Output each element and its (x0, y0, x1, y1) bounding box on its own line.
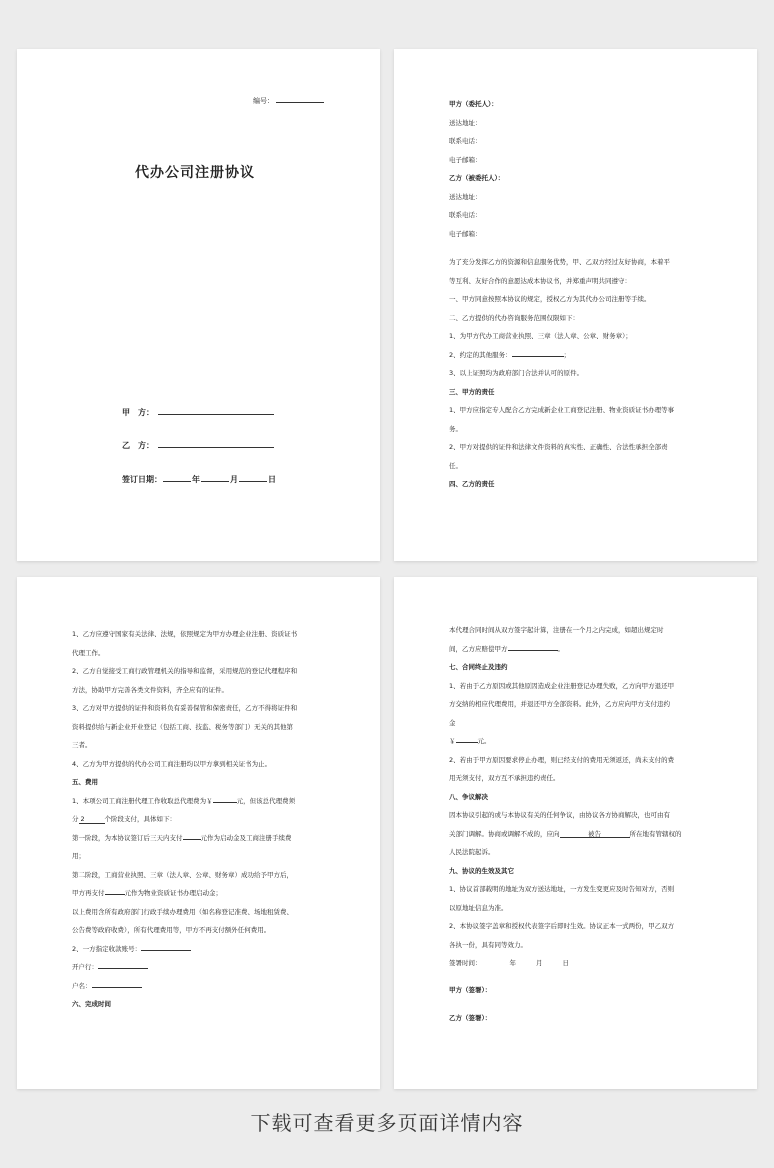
text-line: 代理工作。 (72, 648, 105, 657)
text-line: 等互利、友好合作的意愿达成本协议书，并郑重声明共同遵守： (449, 276, 631, 285)
text-line: 资料提供给与新企业开业登记（包括工商、技监、税务等部门）无关的其他第 (72, 722, 293, 731)
text-line: 为了充分发挥乙方的资源和信息服务优势，甲、乙双方经过友好协商，本着平 (449, 258, 670, 266)
page-body (72, 625, 330, 1014)
text-line: 联系电话： (449, 137, 482, 145)
court-line (449, 825, 707, 844)
text-span: 所在地有管辖权的 (629, 829, 682, 838)
blank (213, 793, 237, 803)
text-line: 公告费等政府收费），所有代理费用等，甲方不再支付额外任何费用。 (72, 926, 271, 934)
section-heading: 六、完成时间 (72, 1000, 111, 1008)
party-b-field (122, 438, 274, 451)
spacer (449, 243, 707, 253)
text-line: 本代理合同时间从双方签字起计算，注册在一个月之内完成，如超出规定时 (449, 626, 664, 634)
document-page-2 (394, 49, 757, 561)
text-line: 因本协议引起的或与本协议有关的任何争议，由协议各方协商解决，也可由有 (449, 811, 670, 819)
blank (92, 978, 142, 988)
section-heading: 七、合同终止及违约 (449, 663, 508, 671)
section-heading: 八、争议解决 (449, 792, 488, 801)
section-heading: 五、费用 (72, 778, 98, 786)
contract-number (253, 93, 324, 106)
text-line: 以原地址信息为准。 (449, 903, 508, 912)
bank-line (72, 958, 330, 977)
text-line: 3、以上证照均为政府部门合法并认可的原件。 (449, 369, 584, 377)
document-page-3 (17, 577, 380, 1089)
year-label: 年 (192, 475, 200, 484)
section-heading: 三、甲方的责任 (449, 387, 495, 396)
number-blank (276, 93, 324, 103)
text-span: 1、本项公司工商注册代理工作收取总代理费为￥ (72, 796, 213, 805)
text-line: 二、乙方提供的代办咨询服务范围仅限如下： (449, 313, 579, 322)
party-a-blank (158, 405, 274, 415)
blank (183, 830, 201, 840)
text-span: 分 (72, 815, 79, 823)
text-line: 金 (449, 718, 456, 727)
text-line: 电子邮箱： (449, 229, 482, 238)
document-page-cover (17, 49, 380, 561)
sign-time-line (449, 954, 707, 973)
stage-two-line (72, 884, 330, 903)
text-line: 送达地址： (449, 118, 482, 127)
text-span: 日 (562, 959, 569, 967)
text-line: 1、协议首部载明的地址为双方送达地址，一方发生变更应及时告知对方，否则 (449, 885, 675, 893)
compensation-line: 间，乙方应赔偿甲方 。 (449, 640, 707, 659)
text-span: 间，乙方应赔偿甲方 (449, 644, 508, 653)
text-line: 2、若由于甲方原因要求停止办理，则已经支付的费用无须返还，尚未支付的费 (449, 755, 675, 764)
month-blank (201, 472, 229, 482)
blank (141, 941, 191, 951)
text-span: 关部门调解。协商或调解不成的，应向 (449, 829, 560, 838)
text-line: 2、本协议签字盖章和授权代表签字后即时生效。协议正本一式两份，甲乙双方 (449, 922, 675, 930)
day-blank (239, 472, 267, 482)
section-heading: 四、乙方的责任 (449, 480, 495, 488)
spacer (449, 973, 707, 981)
text-line: 1、乙方应遵守国家有关法律、法规，依照规定为甲方办理企业注册、资质证书 (72, 630, 298, 638)
download-more-caption: 下载可查看更多页面详情内容 (250, 1111, 524, 1135)
penalty-line (449, 732, 707, 751)
text-line: 1、为甲方代办工商营业执照、三章（法人章、公章、财务章）； (449, 332, 632, 340)
text-span: 2、一方指定收款账号： (72, 944, 142, 953)
blank (98, 959, 148, 969)
page-body (449, 621, 707, 1028)
text-span: 开户行： (72, 963, 98, 971)
text-line: 务。 (449, 424, 462, 433)
party-a-signature: 甲方（签署）： (449, 985, 492, 994)
text-line: 三者。 (72, 741, 92, 749)
blank (105, 885, 125, 895)
text-span: 元作为物业资质证书办理启动金； (124, 889, 222, 897)
text-line: 1、甲方应指定专人配合乙方完成新企业工商登记注册、物业资质证书办理等事 (449, 406, 675, 414)
text-line: 各执一份，具有同等效力。 (449, 940, 527, 949)
text-line: 2、乙方自觉接受工商行政管理机关的指导和监督，采用规范的登记代理程序和 (72, 667, 298, 675)
spacer (449, 999, 707, 1009)
installments-line (72, 810, 330, 829)
account-line (72, 940, 330, 959)
party-a-heading: 甲方（委托人）： (449, 100, 498, 108)
text-span: 月 (536, 959, 543, 967)
court-location: 被告 (560, 831, 630, 839)
text-line: 用无须支付，双方互不承担违约责任。 (449, 774, 560, 782)
date-label: 签订日期： (122, 475, 162, 484)
blank (508, 641, 558, 651)
text-line: 1、若由于乙方原因或其他原因造成企业注册登记办理失败，乙方向甲方退还甲 (449, 681, 675, 690)
text-span: 元，但该总代理费须 (236, 796, 296, 805)
other-services-line: 2、约定的其他服务： ； (449, 346, 707, 365)
blank (456, 733, 478, 743)
text-line: 方交纳的相应代理费用，并退还甲方全部资料。此外，乙方应向甲方支付违约 (449, 700, 670, 708)
signing-date-field (122, 472, 276, 485)
month-label: 月 (230, 475, 238, 484)
text-span: 2、约定的其他服务： (449, 350, 512, 359)
party-a-field (122, 405, 274, 418)
page-body (449, 95, 707, 494)
text-line: 任。 (449, 461, 462, 470)
text-span: 第一阶段，为本协议签订后三天内支付 (72, 833, 183, 842)
text-line: 送达地址： (449, 192, 482, 201)
document-title: 代办公司注册协议 (135, 165, 255, 181)
text-span: 个阶段支付，具体如下： (104, 815, 176, 823)
year-blank (163, 472, 191, 482)
text-span: 元。 (477, 737, 491, 745)
party-b-blank (158, 438, 274, 448)
text-line: 联系电话： (449, 211, 482, 219)
number-label: 编号： (253, 97, 274, 105)
text-span: 甲方再支付 (72, 889, 105, 897)
document-page-4 (394, 577, 757, 1089)
stage-one-line (72, 829, 330, 848)
installment-count: 2 (79, 816, 105, 824)
text-line: 2、甲方对提供的证件和法律文件资料的真实性、正确性、合法性承担全部责 (449, 443, 668, 451)
text-span: 户名： (72, 981, 92, 990)
text-span: 签署时间： (449, 959, 482, 967)
text-line: 3、乙方对甲方提供的证件和资料负有妥善保管和保密责任，乙方不得将证件和 (72, 704, 298, 712)
party-b-label: 乙 方： (122, 441, 154, 450)
section-heading: 九、协议的生效及其它 (449, 866, 514, 875)
text-line: 人民法院起诉。 (449, 848, 495, 856)
party-b-signature: 乙方（签署）： (449, 1014, 492, 1022)
text-span: ￥ (449, 737, 456, 745)
text-span: 元作为启动金及工商注册手续费 (200, 833, 292, 842)
day-label: 日 (268, 475, 276, 484)
text-line: 用； (72, 852, 85, 860)
blank (512, 347, 564, 357)
text-line: 第二阶段，工商营业执照、三章（法人章、公章、财务章）成功给予甲方后， (72, 870, 293, 879)
text-line: 一、甲方同意按照本协议的规定，授权乙方为其代办公司注册等手续。 (449, 295, 651, 303)
account-name-line (72, 977, 330, 996)
text-line: 电子邮箱： (449, 155, 482, 164)
party-b-heading: 乙方（被委托人）： (449, 174, 505, 182)
text-line: 方法，协助甲方完善各类文件资料，齐全应有的证件。 (72, 685, 228, 694)
text-line: 以上费用含所有政府部门行政手续办理费用（如名称登记准费、场地租赁费、 (72, 907, 293, 916)
fee-line (72, 792, 330, 811)
party-a-label: 甲 方： (122, 408, 154, 417)
text-span: 年 (509, 959, 516, 967)
text-line: 4、乙方为甲方提供的代办公司工商注册均以甲方拿到相关证书为止。 (72, 759, 272, 768)
